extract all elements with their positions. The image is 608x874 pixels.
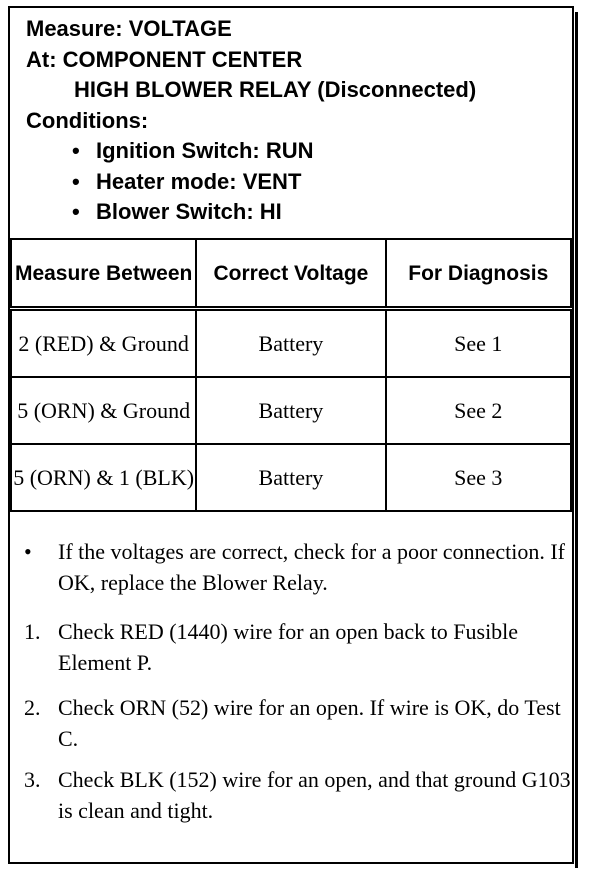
test-procedure-card	[8, 6, 574, 864]
conditions-label: Conditions:	[26, 107, 149, 133]
correct-voltage-cell: Battery	[196, 309, 385, 378]
bullet-icon: •	[72, 138, 80, 163]
note-text: Check BLK (152) wire for an open, and that ground G103 is clean and tight.	[58, 767, 571, 823]
table-row	[11, 309, 571, 378]
measure-line: Measure: VOLTAGE	[26, 16, 232, 41]
correct-voltage-cell: Battery	[196, 444, 385, 511]
at-line: At: COMPONENT CENTER	[26, 46, 303, 72]
note-text: Check ORN (52) wire for an open. If wire is OK, do Test C.	[58, 695, 561, 751]
table-header-row	[11, 239, 571, 309]
header-section	[10, 8, 572, 228]
table-row	[11, 444, 571, 511]
bullet-icon: •	[72, 199, 80, 224]
bullet-icon: •	[24, 539, 32, 564]
bullet-icon: •	[72, 168, 80, 194]
measure-between-cell: 5 (ORN) & 1 (BLK)	[11, 444, 196, 511]
note-number: 2.	[24, 695, 41, 720]
diagnosis-cell: See 3	[386, 444, 571, 511]
correct-voltage-cell: Battery	[196, 377, 385, 444]
column-header-measure-between: Measure Between	[11, 239, 196, 309]
condition-item	[26, 197, 572, 228]
column-header-correct-voltage: Correct Voltage	[196, 239, 385, 309]
measurement-table	[10, 238, 572, 512]
numbered-note	[10, 692, 572, 754]
note-text: If the voltages are correct, check for a poor connection. If OK, replace the Blower Relay.	[58, 539, 565, 595]
note-text: Check RED (1440) wire for an open back to Fusible Element P.	[58, 619, 519, 675]
table-row	[11, 377, 571, 444]
column-header-for-diagnosis: For Diagnosis	[386, 239, 571, 309]
note-number: 1.	[24, 619, 41, 644]
condition-text: Blower Switch: HI	[96, 199, 282, 224]
measure-between-cell: 5 (ORN) & Ground	[11, 377, 196, 444]
location-line: HIGH BLOWER RELAY (Disconnected)	[74, 77, 477, 102]
condition-text: Heater mode: VENT	[96, 168, 302, 194]
notes-section	[10, 520, 572, 826]
numbered-note	[10, 764, 572, 826]
condition-item	[26, 136, 572, 167]
diagnosis-cell: See 1	[386, 309, 571, 378]
condition-text: Ignition Switch: RUN	[96, 138, 314, 163]
bullet-note	[10, 536, 572, 598]
note-number: 3.	[24, 767, 41, 792]
condition-item	[26, 167, 572, 198]
diagnosis-cell: See 2	[386, 377, 571, 444]
numbered-note	[10, 616, 572, 678]
measure-between-cell: 2 (RED) & Ground	[11, 309, 196, 378]
